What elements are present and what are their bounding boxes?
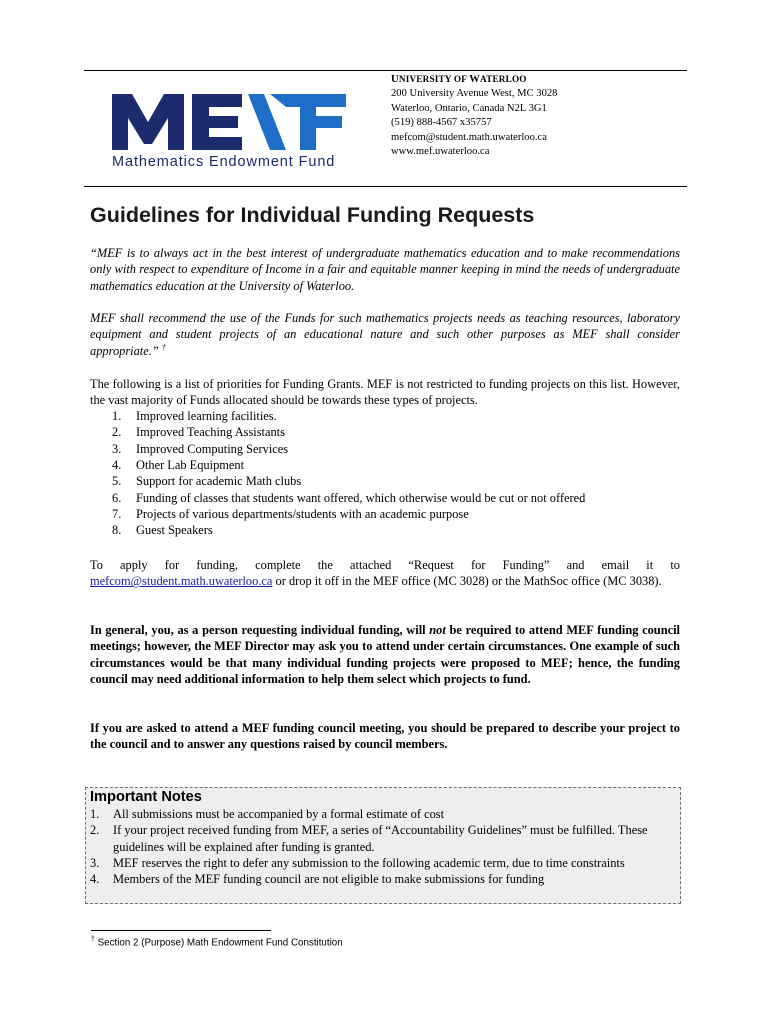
- priority-text: Other Lab Equipment: [136, 458, 245, 473]
- priority-text: Improved Teaching Assistants: [136, 425, 285, 440]
- address-block: [391, 72, 557, 159]
- note-item: [90, 855, 680, 871]
- logo-letter-e: [192, 94, 242, 150]
- header-bottom-rule: [84, 186, 687, 187]
- footnote-ref: †: [161, 342, 166, 352]
- note-text: MEF reserves the right to defer any submission to the following academic term, due to time constraints: [113, 855, 625, 870]
- priorities-list: [90, 408, 585, 539]
- footnote: † Section 2 (Purpose) Math Endowment Fund Constitution: [91, 936, 343, 949]
- priority-text: Support for academic Math clubs: [136, 474, 302, 489]
- priority-number: 5.: [112, 474, 122, 489]
- note-text: All submissions must be accompanied by a formal estimate of cost: [113, 807, 445, 821]
- priority-text: Guest Speakers: [136, 523, 213, 538]
- important-notes-title: Important Notes: [90, 789, 202, 805]
- priority-item: [90, 522, 585, 538]
- logo-subtitle: Mathematics Endowment Fund: [112, 154, 336, 170]
- important-notes-list: [90, 806, 680, 887]
- priority-text: Projects of various departments/students with an academic purpose: [136, 507, 469, 522]
- note-item: [90, 822, 680, 855]
- note-text: If your project received funding from MEF, a series of “Accountability Guidelines” must be fulfilled. These guidelines will be explained after funding is granted.: [113, 823, 648, 854]
- address-city: Waterloo, Ontario, Canada N2L 3G1: [391, 102, 547, 114]
- note-item: [90, 871, 680, 887]
- priority-item: [90, 457, 585, 473]
- note-text: Members of the MEF funding council are not eligible to make submissions for funding: [113, 872, 545, 887]
- note-number: 4.: [90, 872, 100, 887]
- note-number: 2.: [90, 823, 100, 838]
- apply-paragraph: To apply for funding, complete the attached “Request for Funding” and email it to mefcom@student.math.uwaterloo.ca or drop it off in the MEF office (MC 3028) or the MathSoc office (MC 3038).: [90, 558, 680, 589]
- address-phone: (519) 888-4567 x35757: [391, 117, 492, 129]
- priority-item: [90, 408, 585, 424]
- logo-slash: [248, 94, 286, 150]
- priority-number: 8.: [112, 523, 122, 538]
- priorities-intro: The following is a list of priorities for Funding Grants. MEF is not restricted to funding projects on this list. However, the vast majority of Funds allocated should be towards these types of projects.: [90, 377, 680, 408]
- university-name: UNIVERSITY OF WATERLOO: [391, 74, 527, 85]
- attend-paragraph: If you are asked to attend a MEF funding council meeting, you should be prepared to describe your project to the council and to answer any questions raised by council members.: [90, 721, 680, 752]
- priority-item: [90, 473, 585, 489]
- priority-text: Improved Computing Services: [136, 441, 289, 456]
- priority-text: Improved learning facilities.: [136, 409, 277, 423]
- priority-item: [90, 424, 585, 440]
- address-website[interactable]: www.mef.uwaterloo.ca: [391, 146, 490, 158]
- logo-letter-m: [112, 94, 184, 150]
- priority-number: 1.: [112, 409, 122, 423]
- priority-item: [90, 441, 585, 457]
- footnote-rule: [91, 930, 271, 931]
- emphasis-not: not: [429, 623, 446, 637]
- priority-number: 6.: [112, 490, 122, 505]
- priority-item: [90, 506, 585, 522]
- header-top-rule: [84, 70, 687, 71]
- general-paragraph: In general, you, as a person requesting individual funding, will not be required to attend MEF funding council meetings; however, the MEF Director may ask you to attend under certain circumstances. One example of such circumstances would be that many individual funding projects were proposed to MEF; hence, the funding council may need additional information to help them select which projects to fund.: [90, 623, 680, 687]
- priority-text: Funding of classes that students want offered, which otherwise would be cut or not offered: [136, 490, 586, 505]
- priority-number: 3.: [112, 441, 122, 456]
- quote-paragraph-1: “MEF is to always act in the best interest of undergraduate mathematics education and to make recommendations only with respect to expenditure of Income in a fair and equitable manner keeping in mind the needs of undergraduate mathematics education at the University of Waterloo.: [90, 246, 680, 293]
- email-link[interactable]: mefcom@student.math.uwaterloo.ca: [90, 574, 273, 589]
- priority-number: 4.: [112, 458, 122, 473]
- note-item: [90, 806, 680, 822]
- note-number: 1.: [90, 807, 100, 821]
- page-title: Guidelines for Individual Funding Requests: [90, 203, 535, 227]
- address-street: 200 University Avenue West, MC 3028: [391, 88, 558, 100]
- priority-item: [90, 490, 585, 506]
- priority-number: 7.: [112, 507, 122, 522]
- priority-number: 2.: [112, 425, 122, 440]
- note-number: 3.: [90, 855, 100, 870]
- address-email[interactable]: mefcom@student.math.uwaterloo.ca: [391, 131, 547, 143]
- quote-paragraph-2: MEF shall recommend the use of the Funds for such mathematics projects needs as teaching resources, laboratory equipment and student projects of an educational nature and such other purposes as MEF shall consider appropriate.” †: [90, 311, 680, 358]
